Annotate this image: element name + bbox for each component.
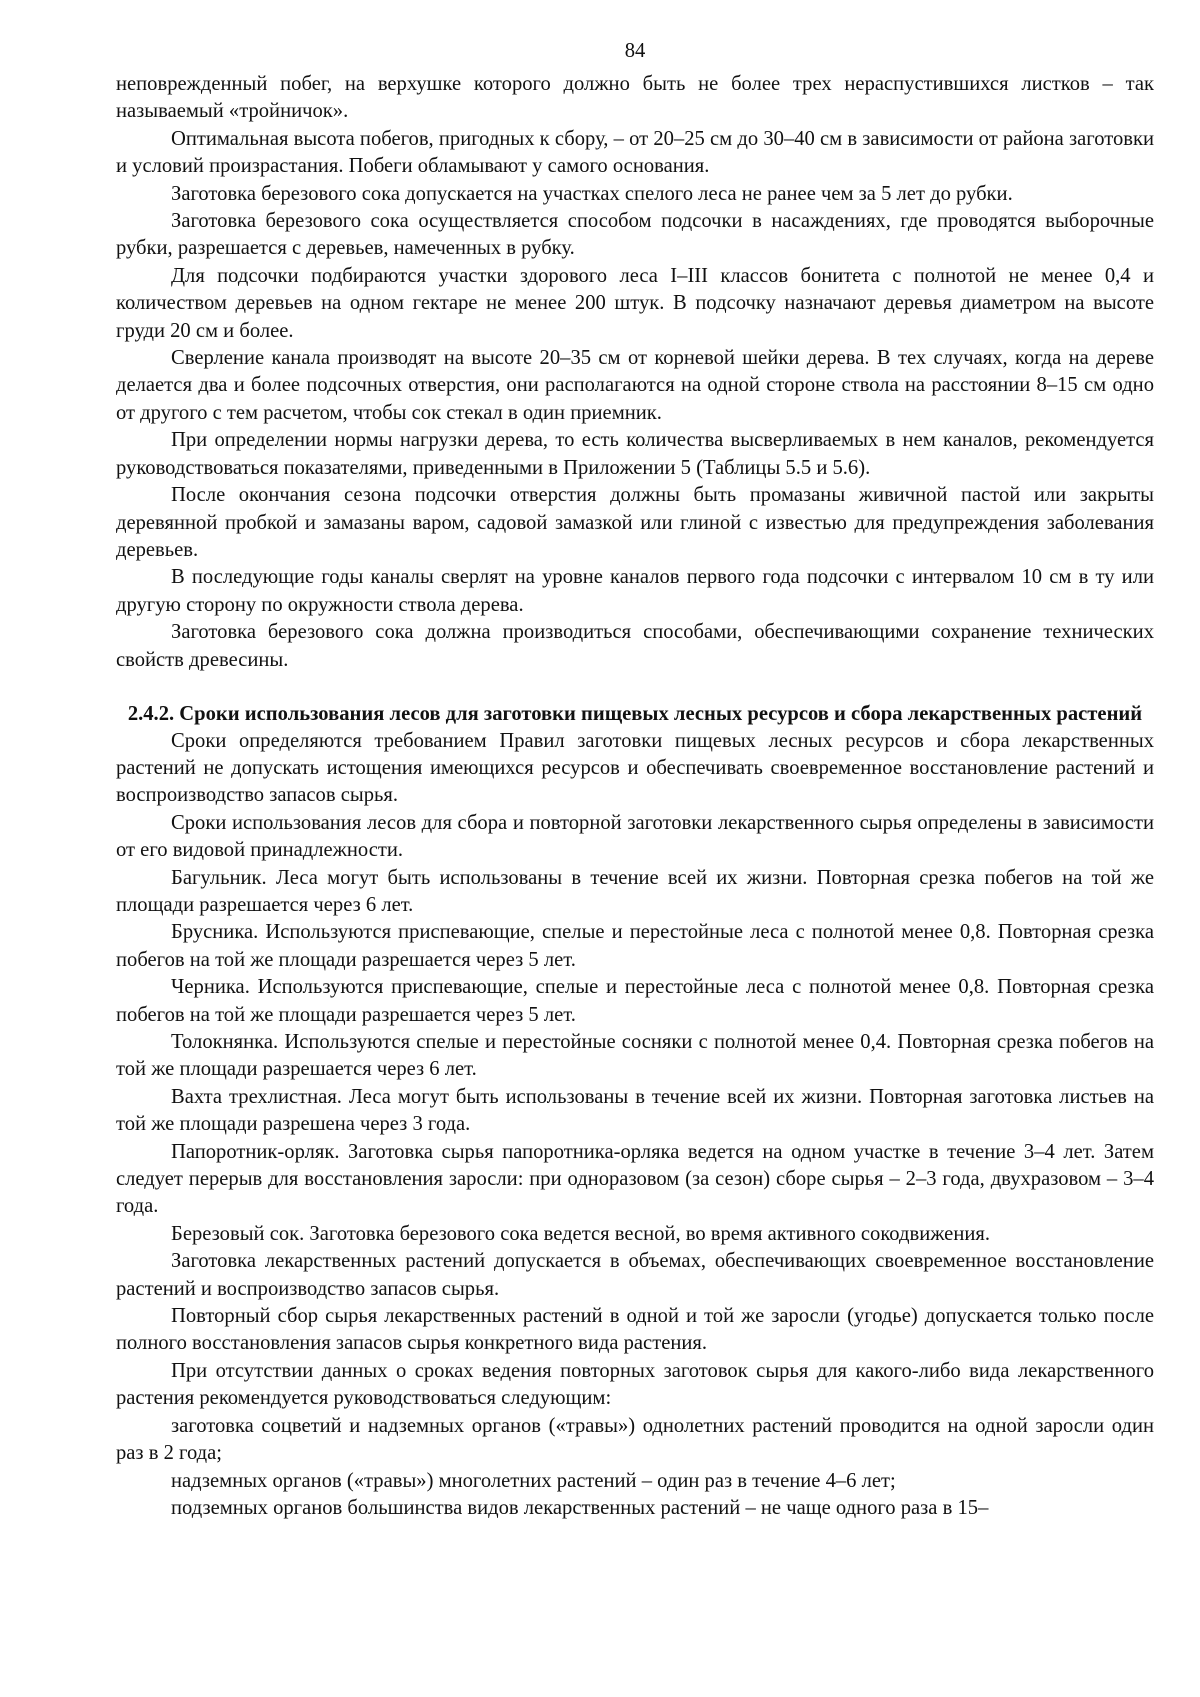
paragraph: Черника. Используются приспевающие, спелые и перестойные леса с полнотой менее 0,8. Повторная срезка побегов на той же площади разрешается через 5 лет.: [116, 976, 1154, 1026]
paragraph: Сроки использования лесов для сбора и повторной заготовки лекарственного сырья определены в зависимости от его видовой принадлежности.: [116, 811, 1154, 862]
paragraph: При определении нормы нагрузки дерева, то есть количества высверливаемых в нем каналов, рекомендуется руководствоваться показателями, приведенными в Приложении 5 (Таблицы 5.5 и 5.6).: [116, 429, 1154, 479]
paragraph: Заготовка лекарственных растений допускается в объемах, обеспечивающих своевременное восстановление растений и воспроизводство запасов сырья.: [116, 1250, 1154, 1300]
paragraph: Заготовка березового сока осуществляется способом подсочки в насаждениях, где проводятся выборочные рубки, разрешается с деревьев, намеченных в рубку.: [116, 210, 1154, 260]
paragraph: Папоротник-орляк. Заготовка сырья папоротника-орляка ведется на одном участке в течение 3–4 лет. Затем следует перерыв для восстановления заросли: при одноразовом (за сезон) сборе сырья – 2–3 года, двухразовом – 3–4 года.: [116, 1140, 1154, 1218]
paragraph: Брусника. Используются приспевающие, спелые и перестойные леса с полнотой менее 0,8. Повторная срезка побегов на той же площади разрешается через 5 лет.: [116, 921, 1154, 971]
paragraph: Для подсочки подбираются участки здорового леса I–III классов бонитета с полнотой не менее 0,4 и количеством деревьев на одном гектаре не менее 200 штук. В подсочку назначают деревья диаметром на высоте груди 20 см и более.: [116, 264, 1154, 342]
paragraph: подземных органов большинства видов лекарственных растений – не чаще одного раза в 15–: [171, 1496, 989, 1519]
paragraph: Заготовка березового сока допускается на участках спелого леса не ранее чем за 5 лет до рубки.: [171, 182, 1013, 205]
paragraph: Заготовка березового сока должна производиться способами, обеспечивающими сохранение технических свойств древесины.: [116, 621, 1154, 671]
paragraph: После окончания сезона подсочки отверстия должны быть промазаны живичной пастой или закрыты деревянной пробкой и замазаны варом, садовой замазкой или глиной с известью для предупреждения заболевания деревьев.: [116, 484, 1154, 561]
page-number: 84: [624, 40, 646, 62]
paragraph: Березовый сок. Заготовка березового сока ведется весной, во время активного сокодвижения.: [171, 1222, 990, 1245]
paragraph: Сроки определяются требованием Правил заготовки пищевых лесных ресурсов и сбора лекарственных растений не допускать истощения имеющихся ресурсов и обеспечивать своевременное восстановление растений и воспроизводство запасов сырья.: [116, 729, 1154, 807]
paragraph: Багульник. Леса могут быть использованы в течение всей их жизни. Повторная срезка побегов на той же площади разрешается через 6 лет.: [116, 866, 1154, 916]
paragraph: Вахта трехлистная. Леса могут быть использованы в течение всей их жизни. Повторная заготовка листьев на той же площади разрешена через 3 года.: [116, 1085, 1154, 1136]
paragraph: При отсутствии данных о сроках ведения повторных заготовок сырья для какого-либо вида лекарственного растения рекомендуется руководствоваться следующим:: [116, 1359, 1154, 1410]
paragraph: Повторный сбор сырья лекарственных растений в одной и той же заросли (угодье) допускается только после полного восстановления запасов сырья конкретного вида растения.: [116, 1305, 1154, 1355]
paragraph: Оптимальная высота побегов, пригодных к сбору, – от 20–25 см до 30–40 см в зависимости от района заготовки и условий произрастания. Побеги обламывают у самого основания.: [116, 127, 1154, 178]
paragraph: заготовка соцветий и надземных органов («травы») однолетних растений проводится на одной заросли один раз в 2 года;: [116, 1414, 1154, 1465]
paragraph: В последующие годы каналы сверлят на уровне каналов первого года подсочки с интервалом 10 см в ту или другую сторону по окружности ствола дерева.: [116, 566, 1154, 616]
paragraph: неповрежденный побег, на верхушке которого должно быть не более трех нераспустившихся листков – так называемый «тройничок».: [116, 73, 1154, 123]
document-page: [116, 38, 1154, 1522]
paragraph: Толокнянка. Используются спелые и перестойные сосняки с полнотой менее 0,4. Повторная срезка побегов на той же площади разрешается через 6 лет.: [116, 1031, 1154, 1081]
section-heading: 2.4.2. Сроки использования лесов для заготовки пищевых лесных ресурсов и сбора лекарственных растений: [127, 702, 1143, 725]
paragraph: надземных органов («травы») многолетних растений – один раз в течение 4–6 лет;: [171, 1469, 896, 1492]
paragraph: Сверление канала производят на высоте 20–35 см от корневой шейки дерева. В тех случаях, когда на дереве делается два и более подсочных отверстия, они располагаются на одной стороне ствола на расстоянии 8–15 см одно от другого с тем расчетом, чтобы сок стекал в один приемник.: [116, 347, 1154, 424]
